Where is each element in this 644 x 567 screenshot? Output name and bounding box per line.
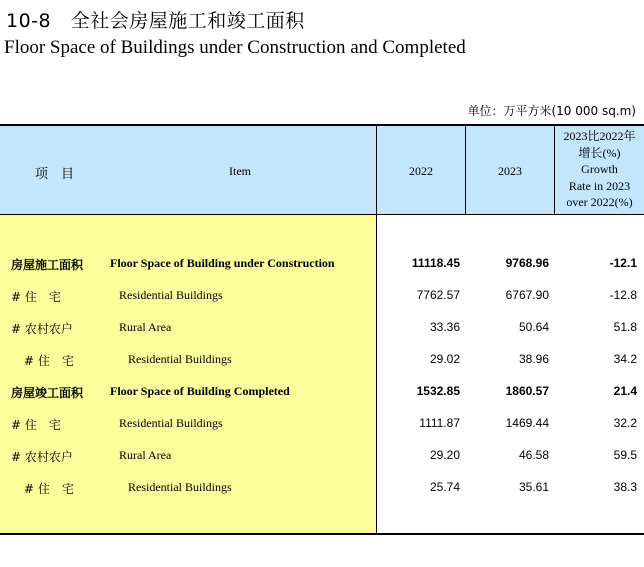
row-label-en: Residential Buildings	[128, 352, 232, 366]
header-rule	[0, 214, 644, 215]
header-growth-line: 增长(%)	[578, 145, 621, 160]
cell-2023: 1469.44	[505, 416, 549, 430]
top-rule	[0, 124, 644, 126]
cell-2023: 6767.90	[505, 288, 549, 302]
cell-2022: 29.20	[429, 448, 460, 462]
header-growth-line: 2023比2022年	[563, 129, 636, 143]
cell-2023: 1860.57	[505, 384, 549, 398]
row-label-en: Rural Area	[119, 448, 172, 462]
cell-2023: 46.58	[518, 448, 549, 462]
header-growth-line: Rate in 2023	[568, 178, 631, 193]
cell-growth: 38.3	[613, 480, 637, 494]
cell-growth: 34.2	[613, 352, 637, 366]
row-label-cn: # 农村农户	[11, 322, 73, 336]
cell-growth: -12.1	[609, 256, 637, 270]
row-label-en: Floor Space of Building under Construction	[110, 256, 335, 270]
table-title-en: Floor Space of Buildings under Construction and Completed	[4, 37, 466, 58]
cell-2023: 38.96	[518, 352, 549, 366]
row-label-en: Rural Area	[119, 320, 172, 334]
header-growth	[555, 128, 644, 211]
cell-growth: 51.8	[613, 320, 637, 334]
cell-growth: 21.4	[613, 384, 637, 398]
row-label-cn: # 住 宅	[11, 290, 61, 304]
bottom-rule	[0, 533, 644, 535]
header-2023: 2023	[498, 164, 522, 178]
table-title-cn	[6, 6, 305, 33]
row-label-cn: 房屋竣工面积	[11, 386, 84, 400]
row-label-cn: # 住 宅	[24, 482, 74, 496]
table-number: 10-8	[6, 10, 52, 32]
row-label-cn: # 农村农户	[11, 450, 73, 464]
row-label-en: Residential Buildings	[119, 416, 223, 430]
row-label-en: Residential Buildings	[119, 288, 223, 302]
cell-growth: 59.5	[613, 448, 637, 462]
row-label-en: Residential Buildings	[128, 480, 232, 494]
cell-2022: 11118.45	[411, 256, 460, 270]
cell-2022: 33.36	[429, 320, 460, 334]
row-label-cn: 房屋施工面积	[11, 258, 84, 272]
cell-2022: 7762.57	[416, 288, 460, 302]
table-title-cn-text: 全社会房屋施工和竣工面积	[70, 10, 305, 32]
cell-2023: 35.61	[518, 480, 549, 494]
header-growth-line: Growth	[581, 162, 618, 176]
header-2022: 2022	[409, 164, 433, 178]
cell-2023: 50.64	[518, 320, 549, 334]
header-growth-line: over 2022(%)	[566, 195, 633, 209]
cell-2023: 9768.96	[505, 256, 549, 270]
header-item-en: Item	[229, 164, 251, 178]
cell-2022: 1111.87	[419, 416, 460, 430]
column-divider	[376, 124, 377, 534]
unit-label: 单位：万平方米(10 000 sq.m)	[467, 104, 636, 118]
cell-growth: -12.8	[609, 288, 637, 302]
cell-growth: 32.2	[613, 416, 637, 430]
cell-2022: 25.74	[429, 480, 460, 494]
cell-2022: 29.02	[429, 352, 460, 366]
header-item-cn: 项 目	[35, 167, 75, 182]
row-label-cn: # 住 宅	[11, 418, 61, 432]
row-label-en: Floor Space of Building Completed	[110, 384, 290, 398]
row-label-cn: # 住 宅	[24, 354, 74, 368]
cell-2022: 1532.85	[416, 384, 460, 398]
